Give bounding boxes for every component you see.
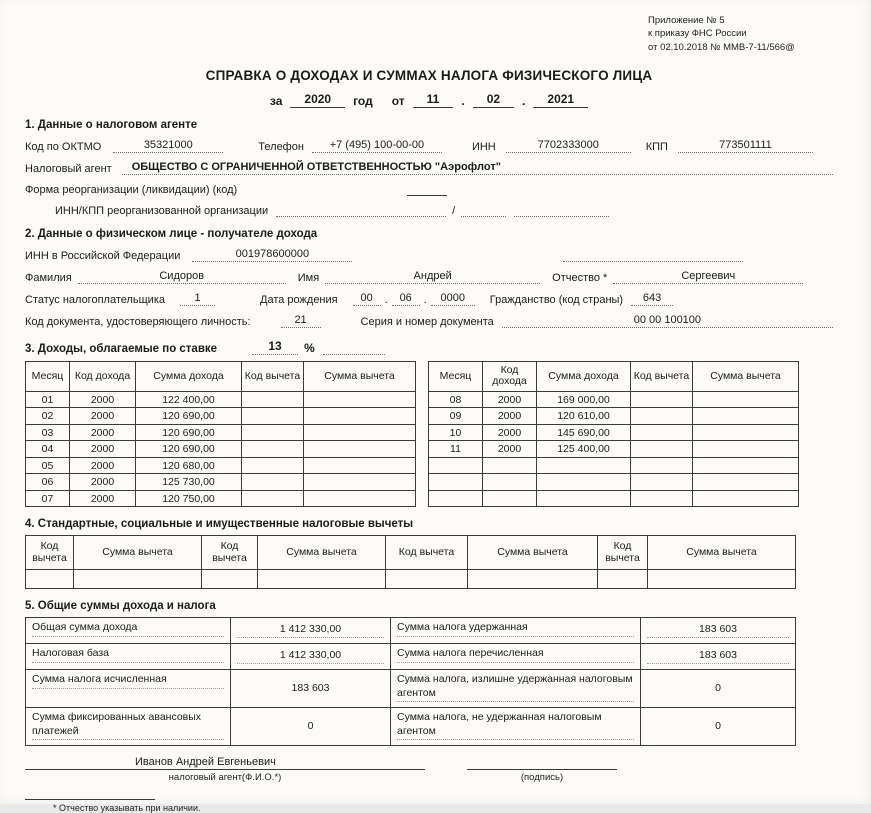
income-table-aug-dec (428, 361, 799, 508)
handwritten-signature-area (467, 756, 617, 783)
patronymic-value: Сергеевич (613, 270, 803, 284)
table-row (429, 490, 799, 507)
code-cell: 2000 (70, 474, 136, 491)
deduct-code-cell (202, 570, 258, 589)
deduct-code-cell (631, 490, 693, 507)
section2-row-inn (25, 248, 833, 262)
table-row (26, 441, 416, 458)
total-label-cell: Налоговая база (26, 644, 231, 670)
signatory-caption: налоговый агент(Ф.И.О.*) (168, 772, 282, 784)
oktmo-value: 35321000 (113, 139, 223, 153)
sum-cell: 125 730,00 (136, 474, 242, 491)
surname-label: Фамилия (25, 271, 72, 284)
issue-day-value: 11 (413, 92, 454, 108)
month-cell: 11 (429, 441, 483, 458)
table-header-row (26, 361, 416, 391)
deduct-sum-cell (304, 391, 416, 408)
firstname-label: Имя (297, 271, 320, 284)
person-inn-extra-field (563, 249, 743, 262)
sum-cell: 120 690,00 (136, 408, 242, 425)
total-value-cell: 183 603 (641, 644, 796, 670)
section3-title: 3. Доходы, облагаемые по ставке (25, 342, 218, 355)
section2-row-document (25, 314, 833, 328)
agent-inn-label: ИНН (471, 140, 496, 153)
agent-kpp-label: КПП (645, 140, 668, 153)
table-row (429, 391, 799, 408)
total-value-cell: 1 412 330,00 (231, 644, 391, 670)
firstname-value: Андрей (325, 270, 540, 284)
label-ot: от (391, 93, 405, 108)
month-header: Месяц (429, 361, 483, 391)
oktmo-label: Код по ОКТМО (25, 140, 102, 153)
deduction-code-header: Код вычета (26, 536, 74, 570)
month-cell: 06 (26, 474, 70, 491)
annex-line-3: от 02.10.2018 № ММВ-7-11/566@ (648, 41, 795, 53)
month-cell: 01 (26, 391, 70, 408)
agent-name-value: ОБЩЕСТВО С ОГРАНИЧЕННОЙ ОТВЕТСТВЕННОСТЬЮ "Аэрофлот" (122, 161, 833, 175)
total-label-cell: Сумма налога исчисленная (26, 670, 231, 708)
income-code-header: Код дохода (70, 361, 136, 391)
percent-sign: % (304, 340, 315, 355)
birth-dot-1: . (384, 293, 388, 306)
deduction-sum-header: Сумма вычета (304, 361, 416, 391)
deduct-sum-cell (693, 457, 799, 474)
deduct-sum-cell (258, 570, 386, 589)
birth-dot-2: . (423, 293, 427, 306)
reorg-kpp-field-1 (461, 204, 506, 217)
table-header-row (26, 536, 796, 570)
deduct-sum-cell (693, 424, 799, 441)
deduct-sum-cell (648, 570, 796, 589)
deduct-sum-cell (693, 441, 799, 458)
income-table-jan-jul (25, 361, 416, 508)
deduction-code-header: Код вычета (631, 361, 693, 391)
total-value-cell: 0 (641, 670, 796, 708)
deduction-sum-header: Сумма вычета (468, 536, 598, 570)
section3-title-row (25, 339, 833, 355)
table-header-row (429, 361, 799, 391)
doc-series-label: Серия и номер документа (360, 315, 494, 328)
annex-reference (648, 14, 833, 54)
total-value-cell: 0 (231, 708, 391, 746)
sum-cell: 125 400,00 (537, 441, 631, 458)
deduct-code-cell (26, 570, 74, 589)
month-cell (429, 490, 483, 507)
deduct-code-cell (631, 424, 693, 441)
sum-cell (537, 457, 631, 474)
signature-line (467, 769, 617, 770)
code-cell (483, 490, 537, 507)
deduct-code-cell (242, 474, 304, 491)
table-row (26, 570, 796, 589)
signatory-name: Иванов Андрей Евгеньевич (25, 756, 425, 770)
surname-value: Сидоров (78, 270, 286, 284)
person-inn-label: ИНН в Российской Федерации (25, 249, 181, 262)
table-row (26, 424, 416, 441)
taxpayer-status-label: Статус налогоплательщика (25, 293, 166, 306)
deduct-sum-cell (693, 391, 799, 408)
deduct-sum-cell (693, 408, 799, 425)
id-doc-code-label: Код документа, удостоверяющего личность: (25, 315, 251, 328)
code-cell: 2000 (70, 457, 136, 474)
rate-extra-field (323, 342, 385, 355)
deduct-sum-cell (693, 490, 799, 507)
deduct-code-cell (631, 408, 693, 425)
month-cell: 02 (26, 408, 70, 425)
date-dot-2: . (522, 93, 526, 108)
agent-signature-area (25, 756, 425, 783)
deduct-code-cell (631, 457, 693, 474)
footnote-block (25, 799, 833, 813)
month-cell: 05 (26, 457, 70, 474)
tax-rate-value: 13 (252, 339, 298, 355)
code-cell: 2000 (70, 441, 136, 458)
month-cell (429, 457, 483, 474)
sum-cell: 120 690,00 (136, 441, 242, 458)
table-row (429, 408, 799, 425)
sum-cell (537, 474, 631, 491)
deduct-code-cell (242, 490, 304, 507)
deductions-table (25, 535, 796, 589)
total-label-cell: Сумма фиксированных авансовых платежей (26, 708, 231, 746)
month-cell: 08 (429, 391, 483, 408)
citizenship-label: Гражданство (код страны) (489, 293, 624, 306)
signature-block (25, 756, 833, 783)
total-label-cell: Сумма налога, не удержанная налоговым агентом (391, 708, 641, 746)
innkpp-slash: / (452, 204, 456, 217)
income-sum-header: Сумма дохода (136, 361, 242, 391)
footnote-text: * Отчество указывать при наличии. (53, 803, 201, 813)
agent-inn-value: 7702333000 (506, 139, 631, 153)
month-cell: 03 (26, 424, 70, 441)
issue-year-value: 2021 (533, 92, 588, 108)
total-label-cell: Общая сумма дохода (26, 618, 231, 644)
id-doc-code-value: 21 (281, 314, 321, 328)
label-za: за (269, 93, 283, 108)
annex-line-1: Приложение № 5 (648, 15, 725, 26)
table-row (26, 490, 416, 507)
total-value-cell: 183 603 (231, 670, 391, 708)
deduct-sum-cell (304, 490, 416, 507)
code-cell (483, 457, 537, 474)
deduction-code-header: Код вычета (202, 536, 258, 570)
sum-cell: 122 400,00 (136, 391, 242, 408)
income-tables (25, 361, 833, 508)
section1-row-codes (25, 139, 833, 153)
table-row (429, 424, 799, 441)
agent-kpp-value: 773501111 (678, 139, 813, 153)
footnote-divider (25, 799, 155, 800)
deduct-code-cell (242, 391, 304, 408)
document-title: СПРАВКА О ДОХОДАХ И СУММАХ НАЛОГА ФИЗИЧЕСКОГО ЛИЦА (205, 67, 653, 83)
deduct-code-cell (631, 391, 693, 408)
section2-row-fio (25, 270, 833, 284)
doc-series-value: 00 00 100100 (502, 314, 833, 328)
totals-table (25, 617, 796, 746)
income-sum-header: Сумма дохода (537, 361, 631, 391)
birth-day-value: 00 (353, 292, 381, 306)
code-cell: 2000 (70, 424, 136, 441)
deduction-sum-header: Сумма вычета (693, 361, 799, 391)
table-row (429, 474, 799, 491)
deduction-sum-header: Сумма вычета (648, 536, 796, 570)
code-cell: 2000 (70, 408, 136, 425)
birth-year-value: 0000 (431, 292, 475, 306)
table-row (26, 391, 416, 408)
deduct-sum-cell (304, 408, 416, 425)
sum-cell: 120 680,00 (136, 457, 242, 474)
month-cell: 04 (26, 441, 70, 458)
deduction-code-header: Код вычета (598, 536, 648, 570)
sum-cell: 145 690,00 (537, 424, 631, 441)
date-dot-1: . (461, 93, 465, 108)
deduct-code-cell (242, 408, 304, 425)
sum-cell (537, 490, 631, 507)
sum-cell: 120 690,00 (136, 424, 242, 441)
deduct-sum-cell (468, 570, 598, 589)
deduction-code-header: Код вычета (242, 361, 304, 391)
birth-month-value: 06 (392, 292, 420, 306)
total-value-cell: 0 (641, 708, 796, 746)
agent-name-label: Налоговый агент (25, 162, 112, 175)
deduct-code-cell (242, 457, 304, 474)
phone-value: +7 (495) 100-00-00 (312, 139, 442, 153)
deduct-code-cell (598, 570, 648, 589)
table-row (26, 408, 416, 425)
month-cell: 07 (26, 490, 70, 507)
document-date-line (25, 92, 833, 108)
table-row (26, 474, 416, 491)
reorg-code-label: Форма реорганизации (ликвидации) (код) (25, 183, 238, 196)
month-cell: 09 (429, 408, 483, 425)
month-cell (429, 474, 483, 491)
month-header: Месяц (26, 361, 70, 391)
total-label-cell: Сумма налога перечисленная (391, 644, 641, 670)
table-row (26, 457, 416, 474)
total-label-cell: Сумма налога удержанная (391, 618, 641, 644)
reorg-code-field (407, 183, 447, 196)
deduct-code-cell (631, 474, 693, 491)
code-cell: 2000 (483, 391, 537, 408)
patronymic-label: Отчество * (552, 271, 608, 284)
deduction-sum-header: Сумма вычета (74, 536, 202, 570)
section5-title: 5. Общие суммы дохода и налога (25, 600, 216, 613)
deduct-code-cell (242, 441, 304, 458)
deduction-code-header: Код вычета (386, 536, 468, 570)
taxpayer-status-value: 1 (180, 292, 215, 306)
income-code-header: Код дохода (483, 361, 537, 391)
deduct-sum-cell (304, 424, 416, 441)
reorg-innkpp-label: ИНН/КПП реорганизованной организации (55, 204, 269, 217)
deduct-code-cell (386, 570, 468, 589)
annex-line-2: к приказу ФНС России (648, 28, 747, 40)
label-god: год (353, 93, 373, 108)
code-cell: 2000 (70, 490, 136, 507)
code-cell: 2000 (70, 391, 136, 408)
table-row (429, 441, 799, 458)
section1-row-agent (25, 161, 833, 175)
reorg-kpp-field-2 (514, 204, 609, 217)
signature-caption: (подпись) (520, 772, 564, 784)
issue-month-value: 02 (473, 92, 514, 108)
sum-cell: 120 610,00 (537, 408, 631, 425)
deduct-sum-cell (74, 570, 202, 589)
section1-row-reorg (25, 183, 833, 196)
table-row (26, 670, 796, 708)
reorg-inn-field (276, 204, 446, 217)
table-row (26, 644, 796, 670)
section1-row-reorg-innkpp (25, 204, 833, 217)
code-cell: 2000 (483, 424, 537, 441)
deduct-sum-cell (304, 457, 416, 474)
code-cell (483, 474, 537, 491)
table-row (26, 618, 796, 644)
deduct-sum-cell (304, 474, 416, 491)
deduction-sum-header: Сумма вычета (258, 536, 386, 570)
phone-label: Телефон (258, 140, 304, 153)
section2-row-status (25, 292, 833, 306)
deduct-code-cell (242, 424, 304, 441)
code-cell: 2000 (483, 408, 537, 425)
total-label-cell: Сумма налога, излишне удержанная налоговым агентом (391, 670, 641, 708)
total-value-cell: 183 603 (641, 618, 796, 644)
person-inn-value: 001978600000 (192, 248, 352, 262)
month-cell: 10 (429, 424, 483, 441)
birthdate-label: Дата рождения (260, 293, 338, 306)
section1-title: 1. Данные о налоговом агенте (25, 118, 198, 131)
sum-cell: 120 750,00 (136, 490, 242, 507)
deduct-sum-cell (304, 441, 416, 458)
tax-year-value: 2020 (290, 92, 345, 108)
total-value-cell: 1 412 330,00 (231, 618, 391, 644)
citizenship-value: 643 (631, 292, 673, 306)
sum-cell: 169 000,00 (537, 391, 631, 408)
deduct-sum-cell (693, 474, 799, 491)
table-row (429, 457, 799, 474)
table-row (26, 708, 796, 746)
section2-title: 2. Данные о физическом лице - получателе дохода (25, 227, 318, 240)
code-cell: 2000 (483, 441, 537, 458)
section4-title: 4. Стандартные, социальные и имущественные налоговые вычеты (25, 518, 414, 531)
deduct-code-cell (631, 441, 693, 458)
